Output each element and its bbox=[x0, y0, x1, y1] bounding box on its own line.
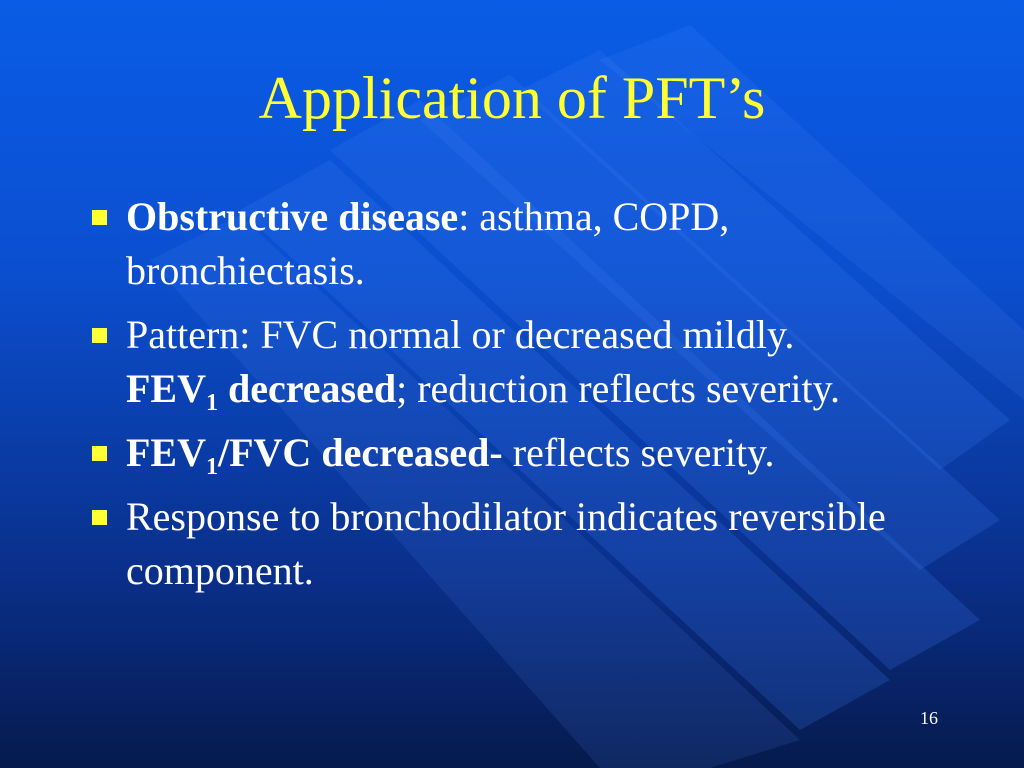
bullet-obstructive-disease bbox=[86, 190, 926, 298]
square-bullet-icon bbox=[92, 328, 107, 343]
bullet-subscript: 1 bbox=[206, 390, 218, 416]
bullet-term: Obstructive disease bbox=[126, 194, 459, 239]
bullet-text: Response to bronchodilator indicates reversible component. bbox=[126, 494, 886, 593]
square-bullet-icon bbox=[92, 446, 107, 461]
bullet-term-2: /FVC decreased- bbox=[218, 430, 503, 475]
page-number: 16 bbox=[920, 708, 938, 728]
bullet-pattern bbox=[86, 308, 926, 416]
bullet-text: ; reduction reflects severity. bbox=[396, 366, 840, 411]
bullet-text-line1: Pattern: FVC normal or decreased mildly. bbox=[126, 312, 795, 357]
bullet-text: : asthma, COPD, bronchiectasis. bbox=[126, 194, 730, 293]
bullet-term: FEV bbox=[126, 366, 206, 411]
bullet-term: FEV bbox=[126, 430, 206, 475]
bullet-subscript: 1 bbox=[206, 454, 218, 480]
bullet-list bbox=[86, 190, 926, 608]
square-bullet-icon bbox=[92, 510, 107, 525]
slide-title: Application of PFT’s bbox=[258, 65, 766, 131]
bullet-term-2: decreased bbox=[218, 366, 397, 411]
square-bullet-icon bbox=[92, 210, 107, 225]
bullet-fev1-fvc bbox=[86, 426, 926, 480]
bullet-text: reflects severity. bbox=[502, 430, 775, 475]
bullet-bronchodilator-response bbox=[86, 490, 926, 598]
